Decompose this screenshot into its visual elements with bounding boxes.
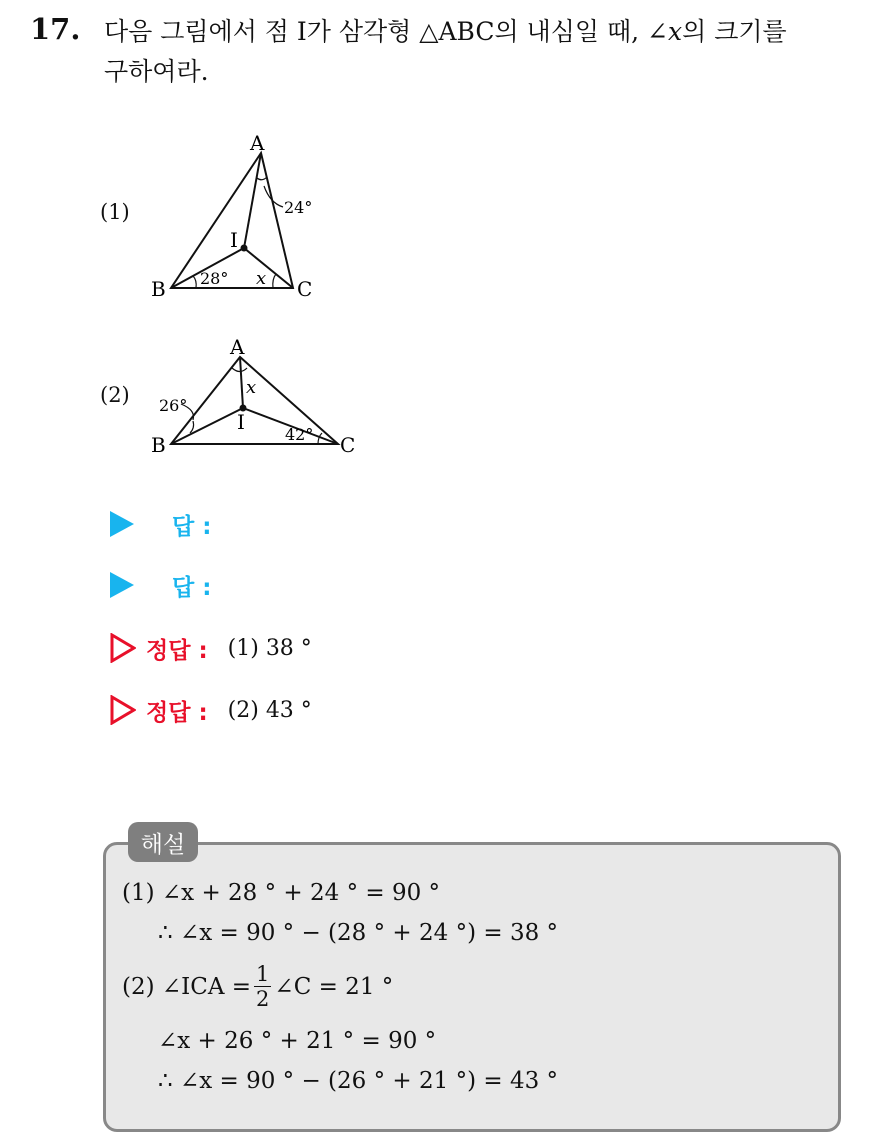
solution-line-4: ∠x + 26 ° + 21 ° = 90 ° (158, 1028, 437, 1054)
question-number: 17. (30, 12, 81, 46)
question-text (104, 12, 864, 92)
answer-label: 답 : (172, 574, 212, 601)
figure1-angle-x-text: x (256, 268, 267, 289)
figure2-label-c: C (340, 433, 356, 457)
fraction-numerator: 1 (256, 962, 270, 986)
fraction-denominator: 2 (256, 987, 270, 1011)
question-text-line2: 구하여라. (104, 57, 209, 86)
figure1-angle-b-arc (193, 276, 196, 288)
solution-tag: 해설 (128, 822, 198, 862)
correct-answer-row-2 (110, 692, 312, 728)
figure2-segment-ai (240, 357, 243, 408)
answer-blank-row-1 (110, 506, 211, 542)
question-text-part-a: 다음 그림에서 점 I가 삼각형 △ABC의 내심일 때, ∠ (104, 17, 668, 46)
figure2-angle-b-arc (190, 421, 194, 433)
figure2-angle-b-text: 26° (159, 396, 188, 415)
correct-answer-label: 정답 : (146, 699, 208, 726)
figure1-angle-a-text: 24° (284, 198, 313, 217)
figure1-angle-x-arc (273, 274, 276, 288)
correct-answer-value: (1) 38 ° (227, 635, 312, 661)
figure1-label-c: C (297, 277, 313, 301)
figure2-angle-x-arc (232, 368, 247, 372)
outline-triangle-icon (110, 633, 136, 663)
answer-label: 답 : (172, 513, 212, 540)
play-triangle-icon (110, 572, 134, 598)
solution-line-3-prefix: (2) ∠ICA = (122, 973, 252, 1000)
figure1-incenter-dot (241, 245, 248, 252)
answer-blank-row-2 (110, 567, 211, 603)
solution-line-3-suffix: ∠C = 21 ° (274, 973, 394, 1000)
figure2-angle-x-text: x (246, 377, 257, 398)
solution-line-1: (1) ∠x + 28 ° + 24 ° = 90 ° (122, 880, 441, 906)
solution-line-3 (122, 962, 393, 1011)
solution-line-5: ∴ ∠x = 90 ° − (26 ° + 21 °) = 43 ° (158, 1068, 559, 1094)
figure1-label: (1) (100, 200, 130, 224)
correct-answer-value: (2) 43 ° (227, 697, 312, 723)
figure1-triangle-outline (171, 153, 293, 288)
figure2-label-b: B (151, 433, 166, 457)
figure2-label-i: I (237, 410, 245, 434)
figure2-label-a: A (230, 335, 245, 359)
figure1-angle-b-text: 28° (200, 269, 229, 288)
figure2-angle-c-text: 42° (285, 425, 314, 444)
figure1-angle-a-arc (257, 177, 267, 180)
correct-answer-row-1 (110, 630, 312, 666)
play-triangle-icon (110, 511, 134, 537)
figure2-label: (2) (100, 383, 130, 407)
question-variable: x (668, 17, 683, 46)
correct-answer-label: 정답 : (146, 637, 208, 664)
figure1-label-i: I (230, 228, 238, 252)
figure1-label-a: A (250, 131, 265, 155)
outline-triangle-icon (110, 695, 136, 725)
solution-fraction (254, 962, 271, 1011)
solution-line-2: ∴ ∠x = 90 ° − (28 ° + 24 °) = 38 ° (158, 920, 559, 946)
figure2-triangle (150, 334, 365, 464)
figure1-triangle (150, 128, 350, 303)
figure1-label-b: B (151, 277, 166, 301)
question-text-part-b: 의 크기를 (682, 17, 787, 46)
